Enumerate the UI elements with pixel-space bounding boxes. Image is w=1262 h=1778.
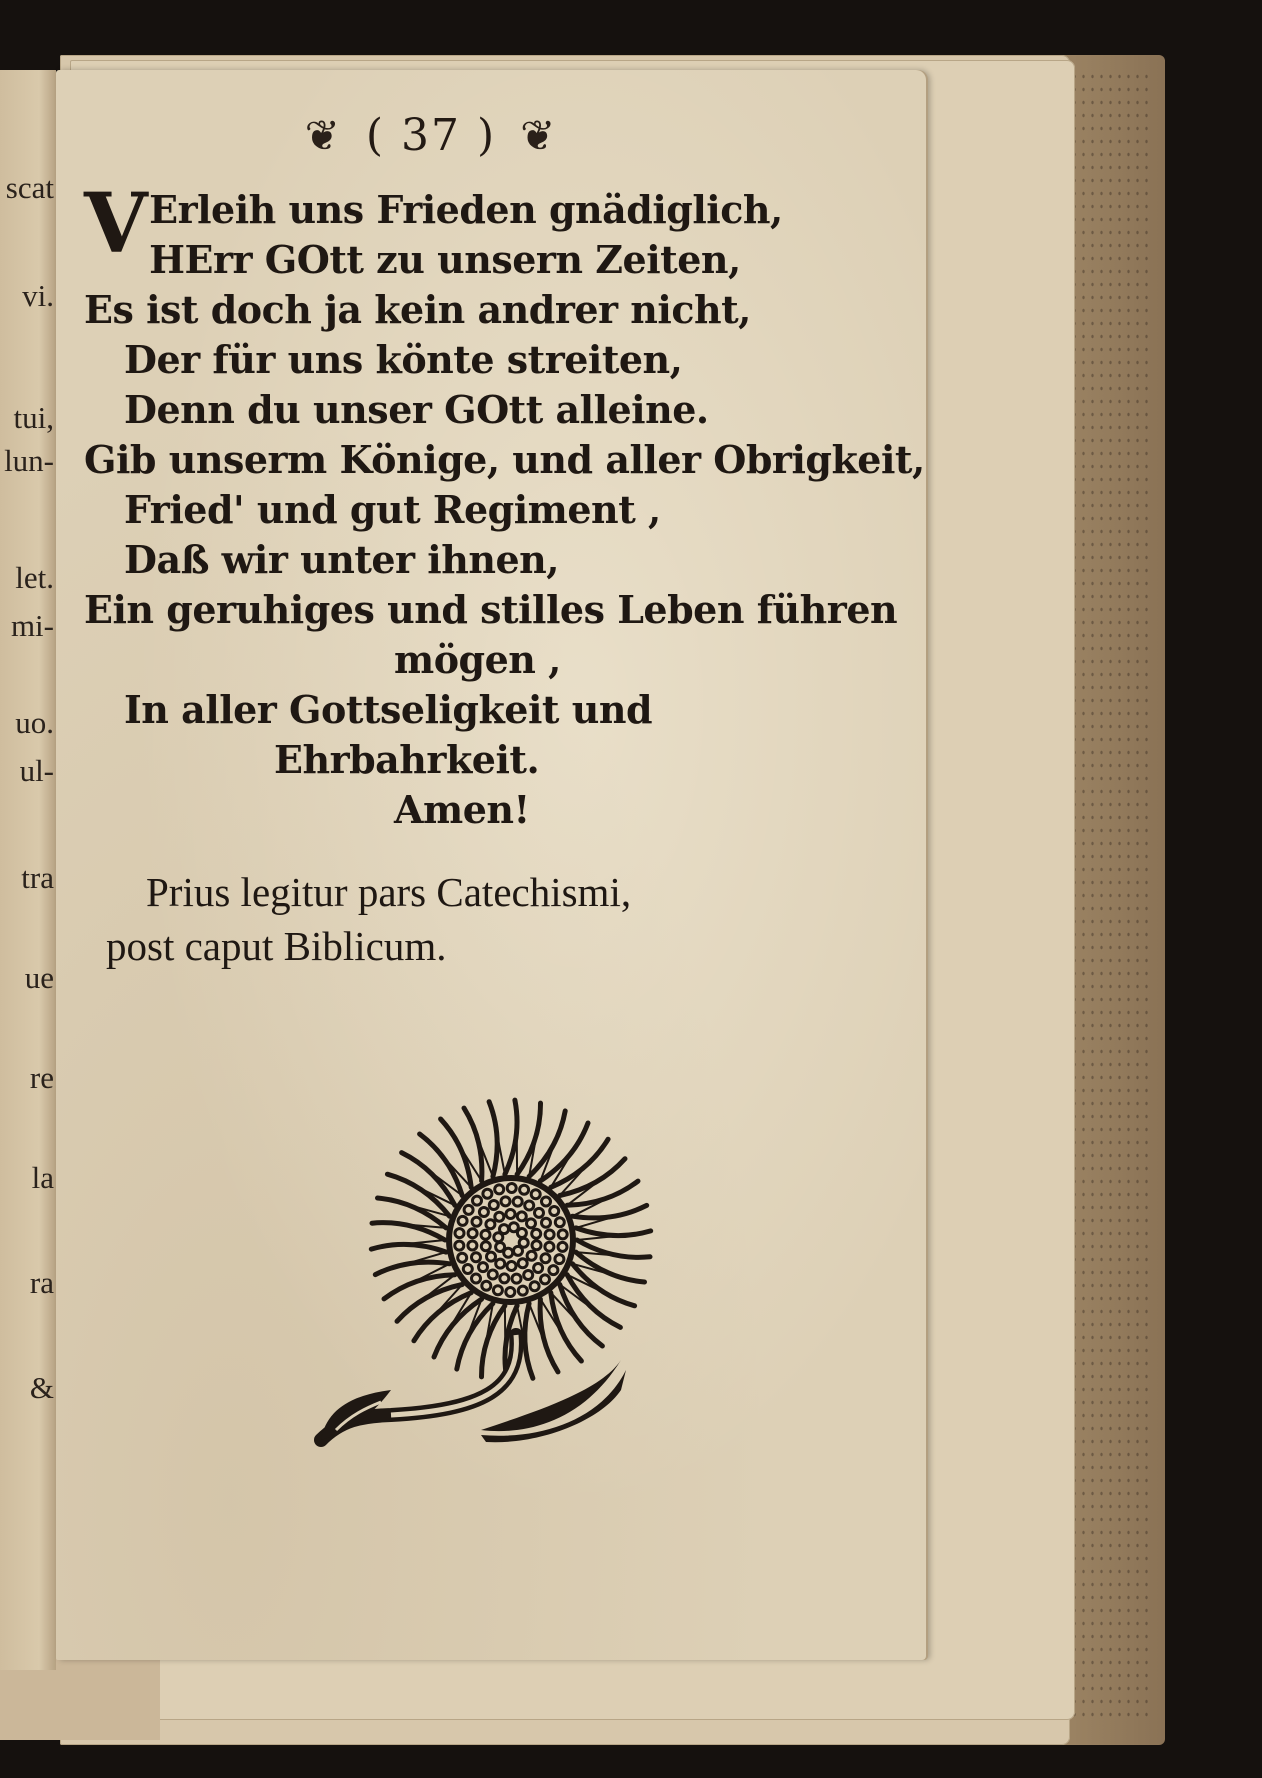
verse-line: Der für uns könte streiten, [124, 337, 683, 382]
sunflower-petal [481, 1306, 504, 1377]
fragment: vi. [22, 278, 54, 313]
fragment: mi- [10, 608, 54, 643]
page-37 [56, 70, 926, 1660]
fragment: ue [24, 960, 54, 995]
verse-line: Ein geruhiges und stilles Leben führen [84, 587, 898, 632]
fragment: tui, [13, 400, 54, 435]
prayer-verse [84, 176, 925, 835]
verse-line: mögen , [394, 637, 561, 682]
sunflower-petal [505, 1100, 517, 1174]
verse-line: Es ist doch ja kein andrer nicht, [84, 287, 751, 332]
verse-line: Erleih uns Frieden gnädiglich, [149, 187, 783, 232]
fragment: ra [29, 1265, 54, 1300]
fragment: lun- [4, 443, 54, 478]
page-number-header [56, 110, 806, 161]
fragment: la [31, 1160, 54, 1195]
verse-line: Amen! [394, 787, 530, 832]
book-edge-speckle [1070, 70, 1150, 1720]
verse-line: Daß wir unter ihnen, [124, 537, 560, 582]
fragment: & [29, 1370, 54, 1405]
latin-line: Prius legitur pars Catechismi, [146, 869, 632, 915]
verse-line: Gib unserm Könige, und aller Obrigkeit, [84, 437, 925, 482]
verse-line: Denn du unser GOtt alleine. [124, 387, 709, 432]
sunflower-petal [573, 1205, 647, 1218]
fragment: scat [5, 170, 54, 205]
latin-line: post caput Biblicum. [106, 923, 447, 969]
sunflower-petal [375, 1262, 449, 1275]
fragment: uo. [15, 705, 54, 740]
sunflower-petal [576, 1228, 651, 1236]
sunflower-petal-vein [505, 1306, 506, 1370]
fragment: ul- [19, 753, 54, 788]
sunflower-petal [517, 1103, 540, 1174]
verse-line: Ehrbahrkeit. [274, 737, 540, 782]
page-number: ( 37 ) [365, 110, 497, 161]
verse-line: HErr GOtt zu unsern Zeiten, [149, 237, 741, 282]
fragment: re [29, 1060, 54, 1095]
verse-line: Fried' und gut Regiment , [124, 487, 661, 532]
fragment: tra [21, 860, 54, 895]
fragment: let. [15, 560, 54, 595]
latin-note [106, 865, 866, 973]
verse-line: In aller Gottseligkeit und [124, 687, 653, 732]
previous-page-text [0, 70, 56, 1670]
drop-cap: V [84, 176, 148, 272]
fleuron-ornament-icon: ❦ [304, 111, 342, 160]
fleuron-ornament-icon: ❦ [520, 111, 558, 160]
previous-page-sliver [0, 70, 56, 1670]
sunflower-petal-vein [517, 1110, 518, 1174]
sunflower-woodcut-icon [281, 1090, 701, 1510]
